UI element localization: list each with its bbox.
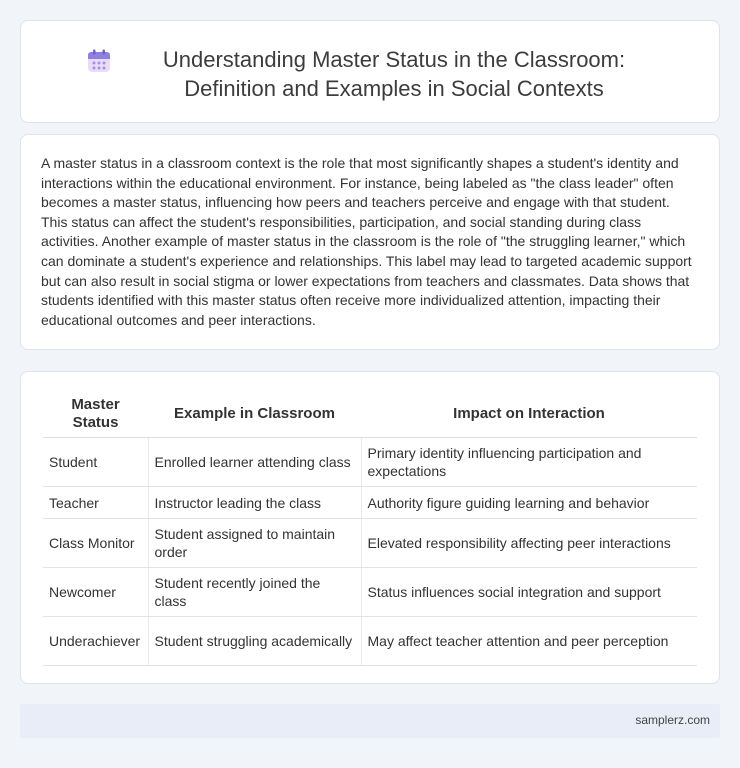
table-cell: Instructor leading the class: [148, 487, 361, 519]
footer-bar: [20, 704, 720, 738]
table-cell: Class Monitor: [43, 519, 148, 568]
description-card: [20, 134, 720, 350]
description-text: A master status in a classroom context is the role that most significantly shapes a student's identity and interactions within the educational environment. For instance, being labeled as "the class leader" often becomes a master status, influencing how peers and teachers perceive and engage with that student. This status can affect the student's responsibilities, participation, and social standing during class activities. Another example of master status in the classroom is the role of "the struggling learner," which can dominate a student's experience and relationships. This label may lead to targeted academic support but can also result in social stigma or lower expectations from teachers and classmates. Data shows that students identified with this master status often receive more individualized attention, impacting their educational outcomes and peer interactions.: [41, 155, 692, 328]
table-cell: Primary identity influencing participation and expectations: [361, 438, 697, 487]
table-row: [43, 617, 697, 666]
table-cell: Student struggling academically: [148, 617, 361, 666]
master-status-table: [43, 391, 697, 666]
page-title: Understanding Master Status in the Classroom: Definition and Examples in Social Contexts: [162, 47, 626, 101]
table-cell: Student assigned to maintain order: [148, 519, 361, 568]
column-header-master-status: Master Status: [43, 391, 148, 438]
footer-site-link[interactable]: samplerz.com: [635, 713, 710, 727]
table-cell: May affect teacher attention and peer perception: [361, 617, 697, 666]
table-row: [43, 487, 697, 519]
title-wrap: [21, 45, 719, 103]
table-cell: Underachiever: [43, 617, 148, 666]
table-header-row: [43, 391, 697, 438]
table-cell: Authority figure guiding learning and behavior: [361, 487, 697, 519]
column-header-impact: Impact on Interaction: [361, 391, 697, 438]
table-cell: Elevated responsibility affecting peer interactions: [361, 519, 697, 568]
table-row: [43, 438, 697, 487]
table-card: [20, 371, 720, 684]
table-cell: Newcomer: [43, 568, 148, 617]
table-cell: Student: [43, 438, 148, 487]
table-row: [43, 519, 697, 568]
table-cell: Student recently joined the class: [148, 568, 361, 617]
column-header-example: Example in Classroom: [148, 391, 361, 438]
calendar-icon: [86, 48, 112, 74]
table-cell: Enrolled learner attending class: [148, 438, 361, 487]
header-card: [20, 20, 720, 123]
table-cell: Teacher: [43, 487, 148, 519]
table-row: [43, 568, 697, 617]
table-cell: Status influences social integration and support: [361, 568, 697, 617]
